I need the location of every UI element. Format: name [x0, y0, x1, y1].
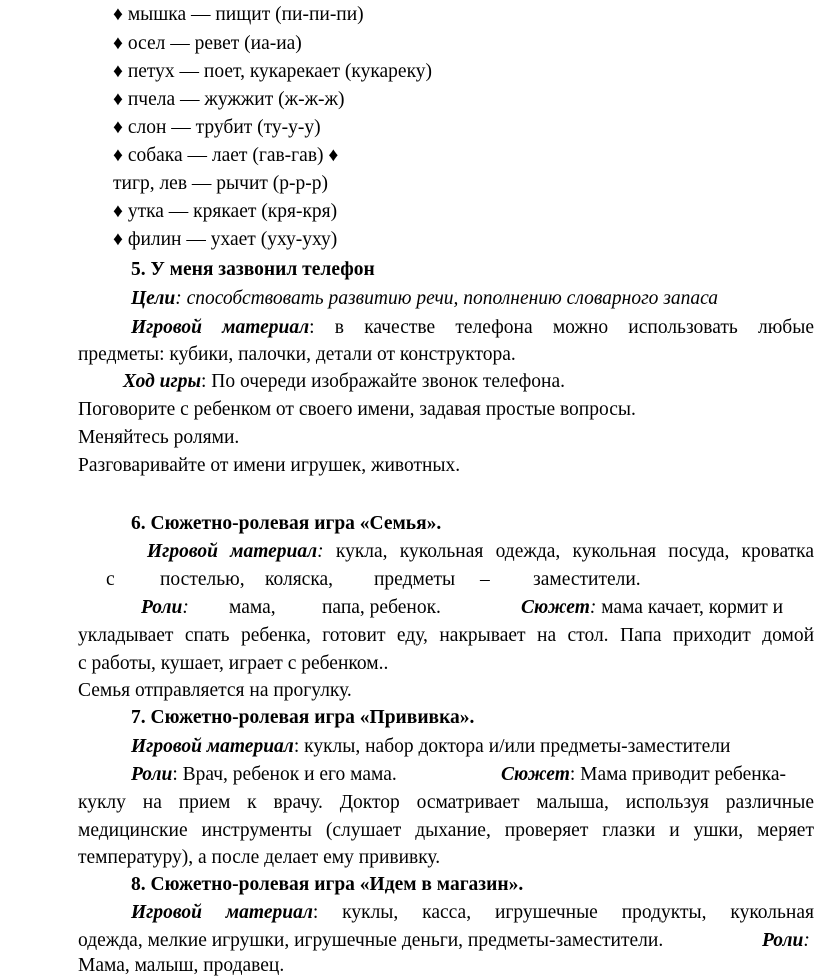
roles [762, 929, 810, 953]
game6-heading: 6. Сюжетно-ролевая игра «Семья». [131, 513, 442, 534]
game8-line: Мама, малыш, продавец. [78, 955, 285, 976]
game6-material [147, 540, 814, 564]
roles-label: Роли [131, 764, 173, 785]
plot-label: Сюжет [521, 597, 590, 618]
course-label: Ход игры [123, 371, 201, 392]
animal-item: ♦ слон — трубит (ту-у-у) [113, 117, 321, 138]
plot-text: : Мама приводит ребенка- [569, 764, 787, 785]
game6-line: укладывает спать ребенка, готовит еду, накрывает на стол. Папа приходит домой [78, 625, 814, 646]
plot-colon: : [589, 597, 597, 618]
material-text: : в качестве телефона можно использовать любые [309, 317, 814, 338]
word: предметы [374, 569, 456, 590]
game5-line: Разговаривайте от имени игрушек, животных. [78, 455, 461, 476]
animal-item: ♦ филин — ухает (уху-уху) [113, 229, 338, 250]
game7-line: медицинские инструменты (слушает дыхание, проверяет глазки и ушки, меряет [78, 820, 814, 841]
material-text: кукла, кукольная одежда, кукольная посуда, кроватка [323, 541, 814, 562]
roles-colon: : [803, 930, 810, 951]
animal-item: ♦ осел — ревет (иа-иа) [113, 33, 302, 54]
game5-line: Поговорите с ребенком от своего имени, задавая простые вопросы. [78, 399, 636, 420]
word: – [480, 569, 490, 590]
game5-course [123, 370, 565, 394]
game8-heading: 8. Сюжетно-ролевая игра «Идем в магазин». [131, 874, 524, 895]
animal-item: ♦ мышка — пищит (пи-пи-пи) [113, 4, 364, 25]
game6-line: с работы, кушает, играет с ребенком.. [78, 653, 389, 674]
animal-item: ♦ собака — лает (гав-гав) ♦ [113, 145, 339, 166]
roles-text: папа, ребенок. [322, 597, 441, 618]
game7-material [131, 735, 730, 759]
game5-heading: 5. У меня зазвонил телефон [131, 259, 375, 280]
game5-material-cont: предметы: кубики, палочки, детали от конструктора. [78, 344, 516, 365]
game8-material-cont: одежда, мелкие игрушки, игрушечные деньги, предметы-заместители. [78, 930, 664, 951]
plot [501, 763, 786, 787]
material-colon: : [317, 541, 324, 562]
game5-material [131, 316, 814, 340]
material-text: : куклы, набор доктора и/или предметы-заместители [293, 736, 731, 757]
word: коляска, [265, 569, 334, 590]
game8-material [131, 901, 814, 925]
game7-line: куклу на прием к врачу. Доктор осматривает малыша, используя различные [78, 792, 814, 813]
course-text: : По очереди изображайте звонок телефона. [200, 371, 566, 392]
material-text: : куклы, касса, игрушечные продукты, кукольная [312, 902, 814, 923]
animal-item: ♦ утка — крякает (кря-кря) [113, 201, 338, 222]
goal-text: : способствовать развитию речи, пополнению словарного запаса [175, 288, 719, 309]
animal-item: ♦ петух — поет, кукарекает (кукареку) [113, 61, 433, 82]
animal-item: ♦ пчела — жужжит (ж-ж-ж) [113, 89, 345, 110]
roles-label: Роли [141, 597, 183, 618]
roles-text: : Врач, ребенок и его мама. [172, 764, 397, 785]
game7-heading: 7. Сюжетно-ролевая игра «Прививка». [131, 707, 475, 728]
game5-line: Меняйтесь ролями. [78, 427, 240, 448]
roles [131, 763, 397, 787]
game5-goal [131, 287, 718, 311]
material-label: Игровой материал [147, 541, 318, 562]
plot-text: мама качает, кормит и [596, 597, 784, 618]
material-label: Игровой материал [131, 902, 313, 923]
plot [521, 596, 783, 620]
word: постелью, [160, 569, 245, 590]
plot-label: Сюжет [501, 764, 570, 785]
roles-text: мама, [229, 597, 276, 618]
roles-colon: : [182, 597, 189, 618]
word: с [106, 569, 115, 590]
word: заместители. [533, 569, 641, 590]
game7-line: температуру), а после делает ему прививку. [78, 847, 441, 868]
material-label: Игровой материал [131, 317, 310, 338]
material-label: Игровой материал [131, 736, 294, 757]
animal-item: тигр, лев — рычит (р-р-р) [113, 173, 329, 194]
roles [141, 596, 189, 620]
roles-label: Роли [762, 930, 804, 951]
game6-line: Семья отправляется на прогулку. [78, 680, 352, 701]
goal-label: Цели [131, 288, 176, 309]
